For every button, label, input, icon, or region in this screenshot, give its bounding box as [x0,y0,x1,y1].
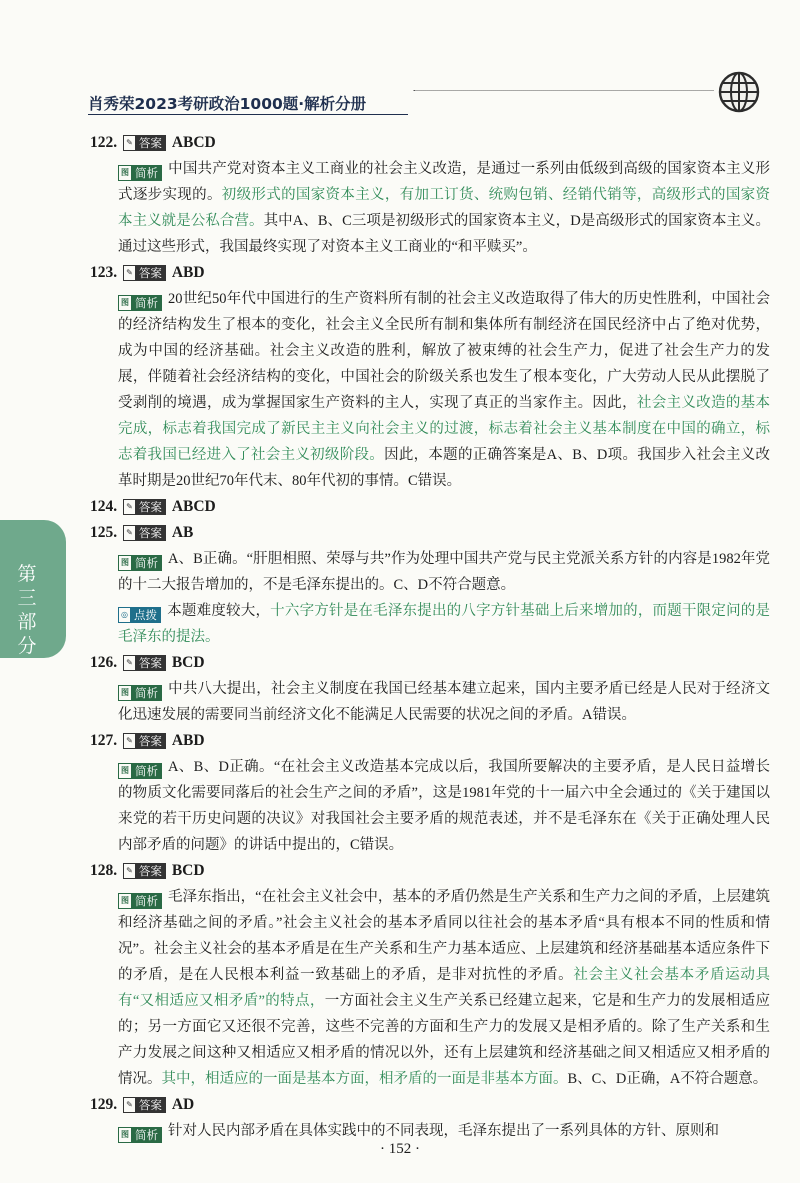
question-block [90,494,770,520]
body-text: 中国共产党对资本主义工商业的社会主义改造，是通过一系列由低级到高级的国家资本主义形式逐步实现的。 [118,161,770,203]
ans-badge-label: 答案 [135,135,166,151]
brief-badge [118,893,162,909]
answer-row [90,650,770,676]
ans-badge [123,863,166,879]
globe-icon [717,70,761,114]
ans-badge-label: 答案 [135,733,166,749]
body-text: 本题难度较大， [166,603,271,619]
section-label [12,538,42,682]
body-text: 其中A、B、C三项是初级形式的国家资本主义，D是高级形式的国家资本主义。通过这些形式，我国最终实现了对资本主义工商业的“和平赎买”。 [118,213,770,255]
brief-badge-label: 简析 [131,555,162,571]
question-number: 127. [90,732,118,749]
brief-badge [118,555,162,571]
tip-badge-icon: ◎ [118,607,130,623]
body-text: 因此，本题的正确答案是A、B、D项。我国步入社会主义改革时期是20世纪70年代末、80年代初的事情。C错误。 [118,447,770,489]
answer-row [90,520,770,546]
answer-value: BCD [171,654,205,671]
brief-badge-icon: 图 [118,893,131,909]
body-text: 一方面社会主义生产关系已经建立起来，它是和生产力的发展相适应的；另一方面它又还很不完善，这些不完善的方面和生产力的发展又是相矛盾的。除了生产关系和生产力发展之间这种又相适应又相矛盾的情况以外，还有上层建筑和经济基础之间又相适应又相矛盾的情况。 [118,993,770,1087]
body-text: B、C、D正确，A不符合题意。 [567,1071,768,1087]
answer-row [90,130,770,156]
body-text: A、B、D正确。“在社会主义改造基本完成以后，我国所要解决的主要矛盾，是人民日益增长的物质文化需要同落后的社会生产之间的矛盾”，这是1981年党的十一届六中全会通过的《关于建国以来党的若干历史问题的决议》对我国社会主要矛盾的规范表述，并不是毛泽东在《关于正确处理人民内部矛盾的问题》的讲话中提出的，C错误。 [118,759,770,853]
question-number: 122. [90,134,118,151]
ans-badge-icon: ✎ [123,655,135,671]
section-side-tab [0,520,66,658]
question-block [90,520,770,650]
question-block [90,728,770,858]
brief-badge-label: 简析 [131,893,162,909]
body-text: 针对人民内部矛盾在具体实践中的不同表现，毛泽东提出了一系列具体的方针、原则和 [168,1123,719,1139]
brief-paragraph [90,676,770,728]
brief-badge-icon: 图 [118,555,131,571]
brief-badge-icon: 图 [118,165,131,181]
section-label-text: 第三部分 [17,563,37,657]
ans-badge-label: 答案 [135,863,166,879]
ans-badge-icon: ✎ [123,499,135,515]
answer-value: BCD [171,862,205,879]
ans-badge-label: 答案 [135,1097,166,1113]
answer-value: ABCD [171,134,216,151]
brief-paragraph [90,286,770,494]
highlight-text: 社会主义改造的基本完成，标志着我国完成了新民主主义向社会主义的过渡，标志着社会主义基本制度在中国的确立，标志着我国已经进入了社会主义初级阶段。 [118,395,771,463]
ans-badge-label: 答案 [135,499,166,515]
brief-badge-label: 简析 [131,763,162,779]
brief-badge [118,165,162,181]
question-block [90,650,770,728]
answer-value: ABD [171,264,205,281]
answer-value: ABCD [171,498,216,515]
ans-badge [123,525,166,541]
brief-paragraph [90,156,770,260]
brief-badge-label: 简析 [131,295,162,311]
ans-badge-icon: ✎ [123,1097,135,1113]
question-number: 124. [90,498,118,515]
question-block [90,1092,770,1144]
header-rule [88,114,408,115]
highlight-text: 其中，相适应的一面是基本方面，相矛盾的一面是非基本方面。 [161,1071,568,1087]
question-number: 123. [90,264,118,281]
brief-badge-icon: 图 [118,685,131,701]
answer-value: ABD [171,732,205,749]
ans-badge-label: 答案 [135,525,166,541]
question-number: 129. [90,1096,118,1113]
brief-badge [118,685,162,701]
brief-badge-icon: 图 [118,763,131,779]
answer-list [90,130,770,1144]
answer-row [90,1092,770,1118]
highlight-text: 社会主义社会基本矛盾运动具有“又相适应又相矛盾”的特点， [118,967,771,1009]
ans-badge-icon: ✎ [123,863,135,879]
answer-row [90,494,770,520]
body-text: 20世纪50年代中国进行的生产资料所有制的社会主义改造取得了伟大的历史性胜利，中国社会的经济结构发生了根本的变化，社会主义全民所有制和集体所有制经济在国民经济中占了绝对优势，成为中国的经济基础。社会主义改造的胜利，解放了被束缚的社会生产力，促进了社会生产力的发展，伴随着社会经济结构的变化，中国社会的阶级关系也发生了根本变化，广大劳动人民从此摆脱了受剥削的境遇，成为掌握国家生产资料的主人，实现了真正的当家作主。因此， [118,291,770,411]
answer-row [90,858,770,884]
question-block [90,130,770,260]
ans-badge-label: 答案 [135,655,166,671]
question-block [90,260,770,494]
header-title: 肖秀荣2023考研政治1000题·解析分册 [88,95,367,113]
ans-badge [123,655,166,671]
brief-badge-icon: 图 [118,295,131,311]
brief-paragraph [90,754,770,858]
ans-badge-icon: ✎ [123,525,135,541]
question-block [90,858,770,1092]
brief-badge-label: 简析 [131,165,162,181]
answer-value: AD [171,1096,195,1113]
tip-badge [118,607,161,623]
ans-badge-label: 答案 [135,265,166,281]
ans-badge [123,265,166,281]
ans-badge-icon: ✎ [123,733,135,749]
brief-paragraph [90,546,770,598]
ans-badge [123,733,166,749]
question-number: 125. [90,524,118,541]
highlight-text: 十六字方针是在毛泽东提出的八字方针基础上后来增加的，而题干限定问的是毛泽东的提法。 [118,603,771,645]
ans-badge [123,135,166,151]
body-text: A、B正确。“肝胆相照、荣辱与共”作为处理中国共产党与民主党派关系方针的内容是1982年党的十二大报告增加的，不是毛泽东提出的。C、D不符合题意。 [118,551,770,593]
brief-badge [118,763,162,779]
ans-badge [123,499,166,515]
page-number: · 152 · [380,1141,420,1157]
answer-value: AB [171,524,194,541]
body-text: 毛泽东指出，“在社会主义社会中，基本的矛盾仍然是生产关系和生产力之间的矛盾，上层建筑和经济基础之间的矛盾。”社会主义社会的基本矛盾同以往社会的基本矛盾“具有根本不同的性质和情况”。社会主义社会的基本矛盾是在生产关系和生产力基本适应、上层建筑和经济基础基本适应条件下的矛盾，是在人民根本利益一致基础上的矛盾，是非对抗性的矛盾。 [118,889,770,983]
brief-badge-label: 简析 [131,685,162,701]
ans-badge-icon: ✎ [123,135,135,151]
ans-badge-icon: ✎ [123,265,135,281]
brief-badge [118,295,162,311]
answer-row [90,260,770,286]
question-number: 126. [90,654,118,671]
answer-row [90,728,770,754]
body-text: 中共八大提出，社会主义制度在我国已经基本建立起来，国内主要矛盾已经是人民对于经济文化迅速发展的需要同当前经济文化不能满足人民需要的状况之间的矛盾。A错误。 [118,681,770,723]
brief-paragraph [90,884,770,1092]
page-header [88,86,728,120]
highlight-text: 初级形式的国家资本主义，有加工订货、统购包销、经销代销等，高级形式的国家资本主义就是公私合营。 [118,187,770,229]
brief-badge-label: 简析 [131,1127,162,1143]
ans-badge [123,1097,166,1113]
brief-badge-icon: 图 [118,1127,131,1143]
tip-paragraph [90,598,770,650]
question-number: 128. [90,862,118,879]
tip-badge-label: 点拨 [130,607,161,623]
header-dotted-line [398,90,714,117]
